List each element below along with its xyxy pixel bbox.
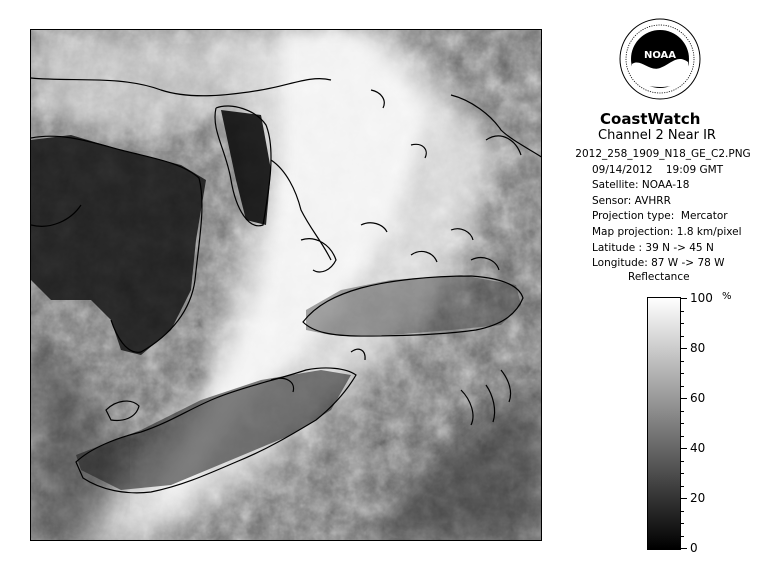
projection-type-text: Projection type: Mercator	[592, 210, 728, 223]
sensor-text: Sensor: AVHRR	[592, 194, 671, 207]
colorbar-tick	[681, 523, 684, 524]
latitude-text: Latitude : 39 N -> 45 N	[592, 241, 714, 254]
colorbar-tick-label: 100	[690, 291, 713, 305]
colorbar-tick	[681, 436, 684, 437]
reflectance-colorbar	[647, 297, 681, 550]
legend-unit: %	[722, 291, 732, 302]
colorbar-tick	[681, 473, 684, 474]
colorbar-tick	[681, 336, 684, 337]
colorbar-tick	[681, 311, 684, 312]
legend-title: Reflectance	[628, 271, 690, 283]
brand-title: CoastWatch	[600, 110, 701, 128]
colorbar-tick	[681, 448, 687, 449]
colorbar-tick-label: 20	[690, 491, 706, 505]
noaa-logo-text: NOAA	[643, 50, 677, 61]
colorbar-tick	[681, 486, 684, 487]
colorbar-tick	[681, 361, 684, 362]
colorbar-tick	[681, 398, 687, 399]
colorbar-tick-label: 40	[690, 441, 706, 455]
colorbar-tick	[681, 511, 684, 512]
satellite-map	[30, 29, 542, 541]
colorbar-tick	[681, 411, 684, 412]
colorbar-tick	[681, 323, 684, 324]
colorbar-tick	[681, 386, 684, 387]
colorbar-tick-label: 0	[690, 541, 698, 555]
map-projection-text: Map projection: 1.8 km/pixel	[592, 225, 742, 238]
colorbar-tick-label: 60	[690, 391, 706, 405]
noaa-logo-icon	[619, 18, 701, 100]
channel-title: Channel 2 Near IR	[598, 128, 716, 143]
metadata-panel	[568, 147, 758, 272]
colorbar-tick	[681, 536, 684, 537]
satellite-image	[31, 30, 542, 541]
colorbar-tick-label: 80	[690, 341, 706, 355]
colorbar-tick	[681, 373, 684, 374]
satellite-text: Satellite: NOAA-18	[592, 179, 690, 192]
colorbar-tick	[681, 298, 687, 299]
colorbar-tick	[681, 498, 687, 499]
colorbar-tick	[681, 423, 684, 424]
datetime-text: 09/14/2012 19:09 GMT	[592, 163, 724, 176]
colorbar-tick	[681, 461, 684, 462]
longitude-text: Longitude: 87 W -> 78 W	[592, 257, 725, 270]
colorbar-tick	[681, 348, 687, 349]
colorbar-tick	[681, 548, 687, 549]
filename-text: 2012_258_1909_N18_GE_C2.PNG	[575, 148, 751, 160]
